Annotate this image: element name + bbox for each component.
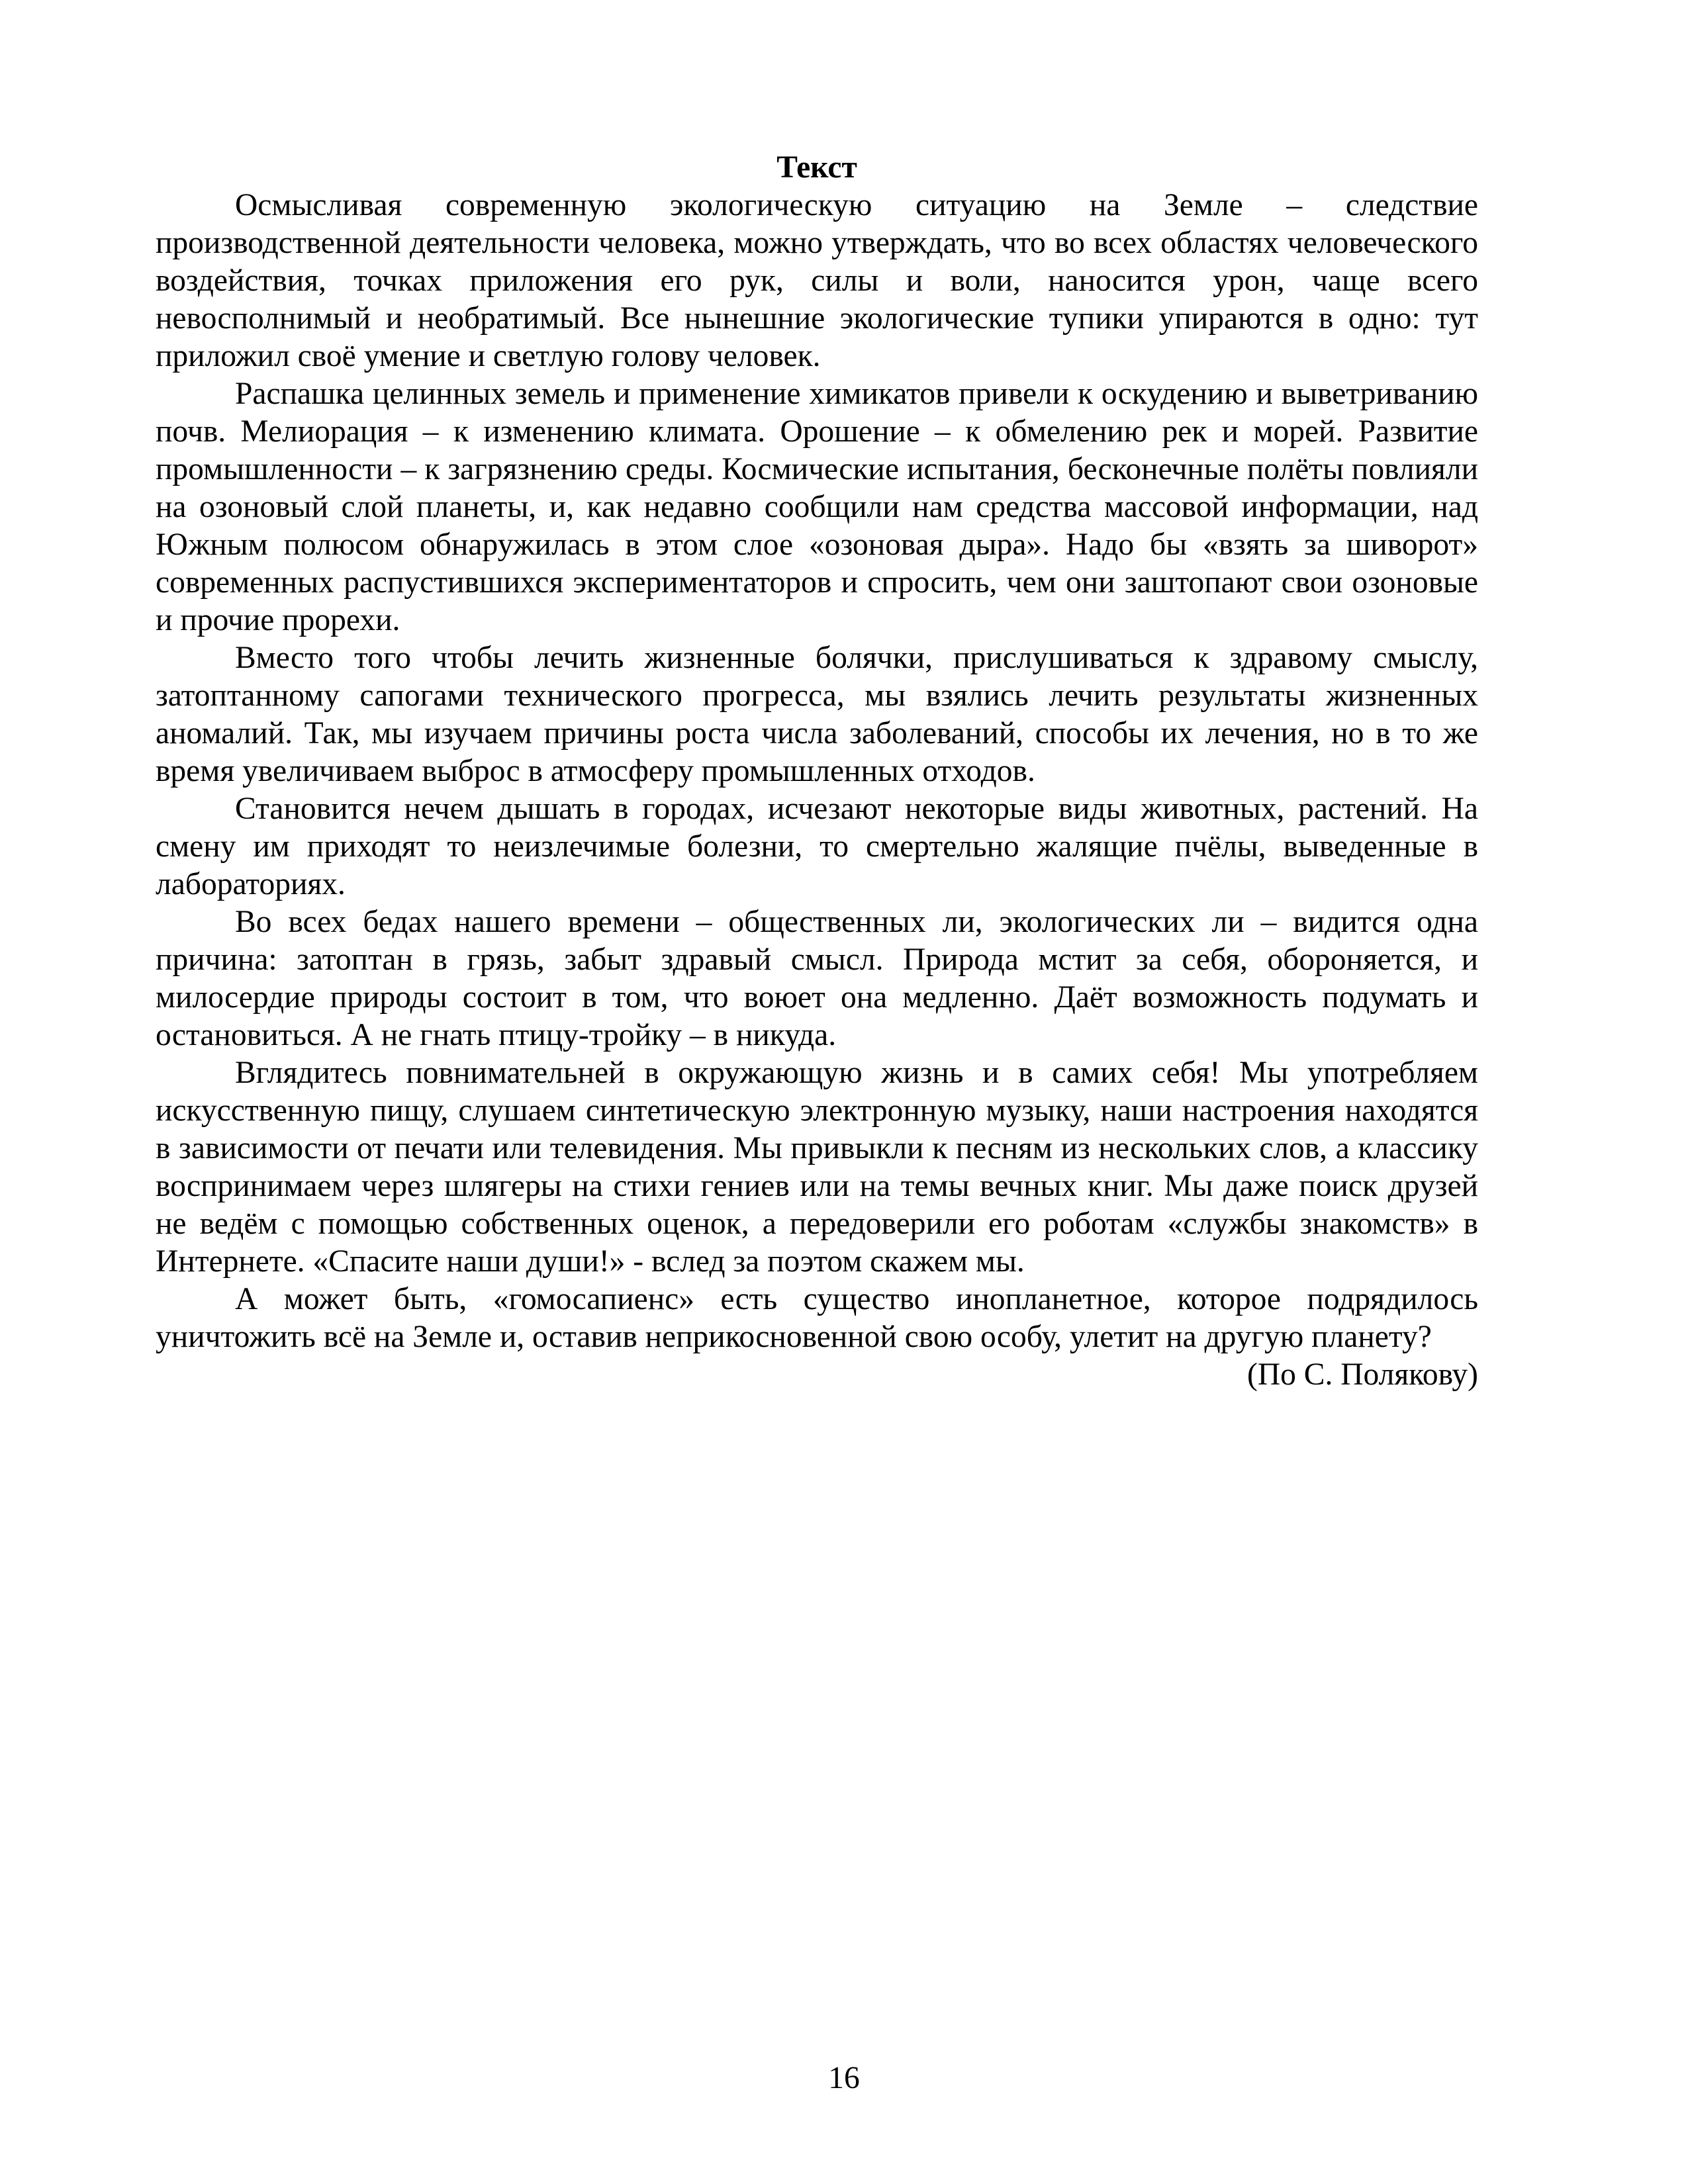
document-body: [156, 149, 1478, 1394]
document-title: Текст: [776, 150, 857, 185]
paragraph-2: Распашка целинных земель и применение химикатов привели к оскудению и выветриванию почв. Мелиорация – к изменению климата. Орошение – к обмелению рек и морей. Развитие промышленности – к загрязнению среды. Космические испытания, бесконечные полёты повлияли на озоновый слой планеты, и, как недавно сообщили нам средства массовой информации, над Южным полюсом обнаружилась в этом слое «озоновая дыра». Надо бы «взять за шиворот» современных распустившихся экспериментаторов и спросить, чем они заштопают свои озоновые и прочие прорехи.: [156, 377, 1478, 637]
paragraph-6: Вглядитесь повнимательней в окружающую жизнь и в самих себя! Мы употребляем искусственную пищу, слушаем синтетическую электронную музыку, наши настроения находятся в зависимости от печати или телевидения. Мы привыкли к песням из нескольких слов, а классику воспринимаем через шлягеры на стихи гениев или на темы вечных книг. Мы даже поиск друзей не ведём с помощью собственных оценок, а передоверили его роботам «службы знакомств» в Интернете. «Спасите наши души!» - вслед за поэтом скажем мы.: [156, 1056, 1478, 1279]
source-attribution: (По С. Полякову): [1247, 1357, 1478, 1392]
paragraph-4: Становится нечем дышать в городах, исчезают некоторые виды животных, растений. На смену им приходят то неизлечимые болезни, то смертельно жалящие пчёлы, выведенные в лабораториях.: [156, 792, 1478, 901]
paragraph-5: Во всех бедах нашего времени – общественных ли, экологических ли – видится одна причина: затоптан в грязь, забыт здравый смысл. Природа мстит за себя, обороняется, и милосердие природы состоит в том, что воюет она медленно. Даёт возможность подумать и остановиться. А не гнать птицу-тройку – в никуда.: [156, 905, 1478, 1052]
paragraph-3: Вместо того чтобы лечить жизненные болячки, прислушиваться к здравому смыслу, затоптанному сапогами технического прогресса, мы взялись лечить результаты жизненных аномалий. Так, мы изучаем причины роста числа заболеваний, способы их лечения, но в то же время увеличиваем выброс в атмосферу промышленных отходов.: [156, 641, 1478, 788]
paragraph-7: А может быть, «гомосапиенс» есть существо инопланетное, которое подрядилось уничтожить всё на Земле и, оставив неприкосновенной свою особу, улетит на другую планету?: [156, 1282, 1478, 1354]
page-number: 16: [828, 2061, 860, 2095]
paragraph-1: Осмысливая современную экологическую ситуацию на Земле – следствие производственной деятельности человека, можно утверждать, что во всех областях человеческого воздействия, точках приложения его рук, силы и воли, наносится урон, чаще всего невосполнимый и необратимый. Все нынешние экологические тупики упираются в одно: тут приложил своё умение и светлую голову человек.: [156, 188, 1478, 373]
